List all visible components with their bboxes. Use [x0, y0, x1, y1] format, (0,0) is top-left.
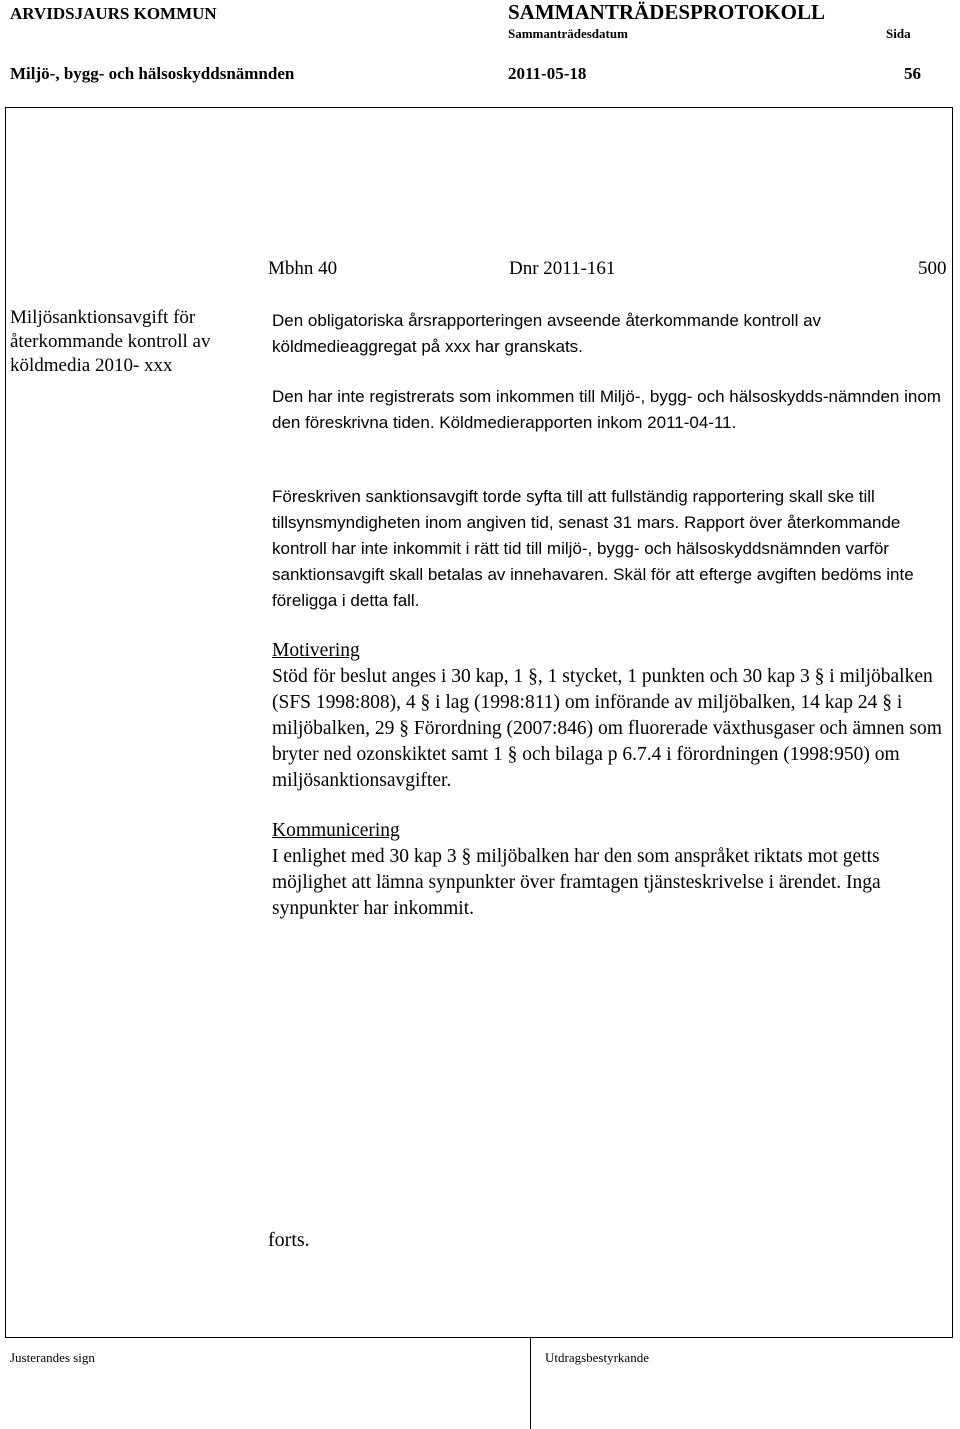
footer-separator: [530, 1337, 531, 1429]
side-title-line: återkommande kontroll av: [10, 331, 211, 352]
body-paragraph: Den har inte registrerats som inkommen till Miljö-, bygg- och hälsoskydds-nämnden inom den föreskrivna tiden. Köldmedierapporten inkom 2011-04-11.: [272, 387, 941, 432]
document-type: SAMMANTRÄDESPROTOKOLL: [508, 0, 825, 24]
committee-name: Miljö-, bygg- och hälsoskyddsnämnden: [10, 64, 295, 83]
footer-divider: [5, 1337, 953, 1338]
meeting-date-label: Sammanträdesdatum: [508, 26, 628, 41]
case-dnr: Dnr 2011-161: [509, 258, 616, 279]
case-code: 500: [918, 258, 947, 279]
continued-marker: forts.: [268, 1229, 310, 1251]
kommunicering-heading: Kommunicering: [272, 820, 400, 841]
signature-label: Justerandes sign: [10, 1350, 95, 1365]
side-title-line: köldmedia 2010- xxx: [10, 355, 173, 376]
extract-certification-label: Utdragsbestyrkande: [545, 1350, 649, 1365]
body-paragraph: Den obligatoriska årsrapporteringen avseende återkommande kontroll av köldmedieaggregat på xxx har granskats.: [272, 311, 822, 356]
side-title: [10, 306, 260, 378]
motivering-heading: Motivering: [272, 640, 360, 661]
municipality-name: ARVIDSJAURS KOMMUN: [10, 4, 217, 23]
motivering-text: Stöd för beslut anges i 30 kap, 1 §, 1 stycket, 1 punkten och 30 kap 3 § i miljöbalken (SFS 1998:808), 4 § i lag (1998:811) om införande av miljöbalken, 14 kap 24 § i miljöbalken, 29 § Förordning (2007:846) om fluorerade växthusgaser och ämnen som bryter ned ozonskiktet samt 1 § och bilaga p 6.7.4 i förordningen (1998:950) om miljösanktionsavgifter.: [272, 666, 942, 791]
side-title-line: Miljösanktionsavgift för: [10, 307, 196, 328]
page-number: 56: [904, 64, 921, 83]
meeting-date: 2011-05-18: [508, 64, 587, 83]
case-paragraph: Mbhn 40: [268, 258, 338, 279]
page-label: Sida: [886, 26, 911, 41]
body-paragraph: Föreskriven sanktionsavgift torde syfta till att fullständig rapportering skall ske till tillsynsmyndigheten inom angiven tid, senast 31 mars. Rapport över återkommande kontroll har inte inkommit i rätt tid till miljö-, bygg- och hälsoskyddsnämnden varför sanktionsavgift skall betalas av innehavaren. Skäl för att efterge avgiften bedöms inte föreligga i detta fall.: [272, 487, 914, 610]
kommunicering-text: I enlighet med 30 kap 3 § miljöbalken har den som anspråket riktats mot getts möjlighet att lämna synpunkter över framtagen tjänsteskrivelse i ärendet. Inga synpunkter har inkommit.: [272, 846, 881, 919]
